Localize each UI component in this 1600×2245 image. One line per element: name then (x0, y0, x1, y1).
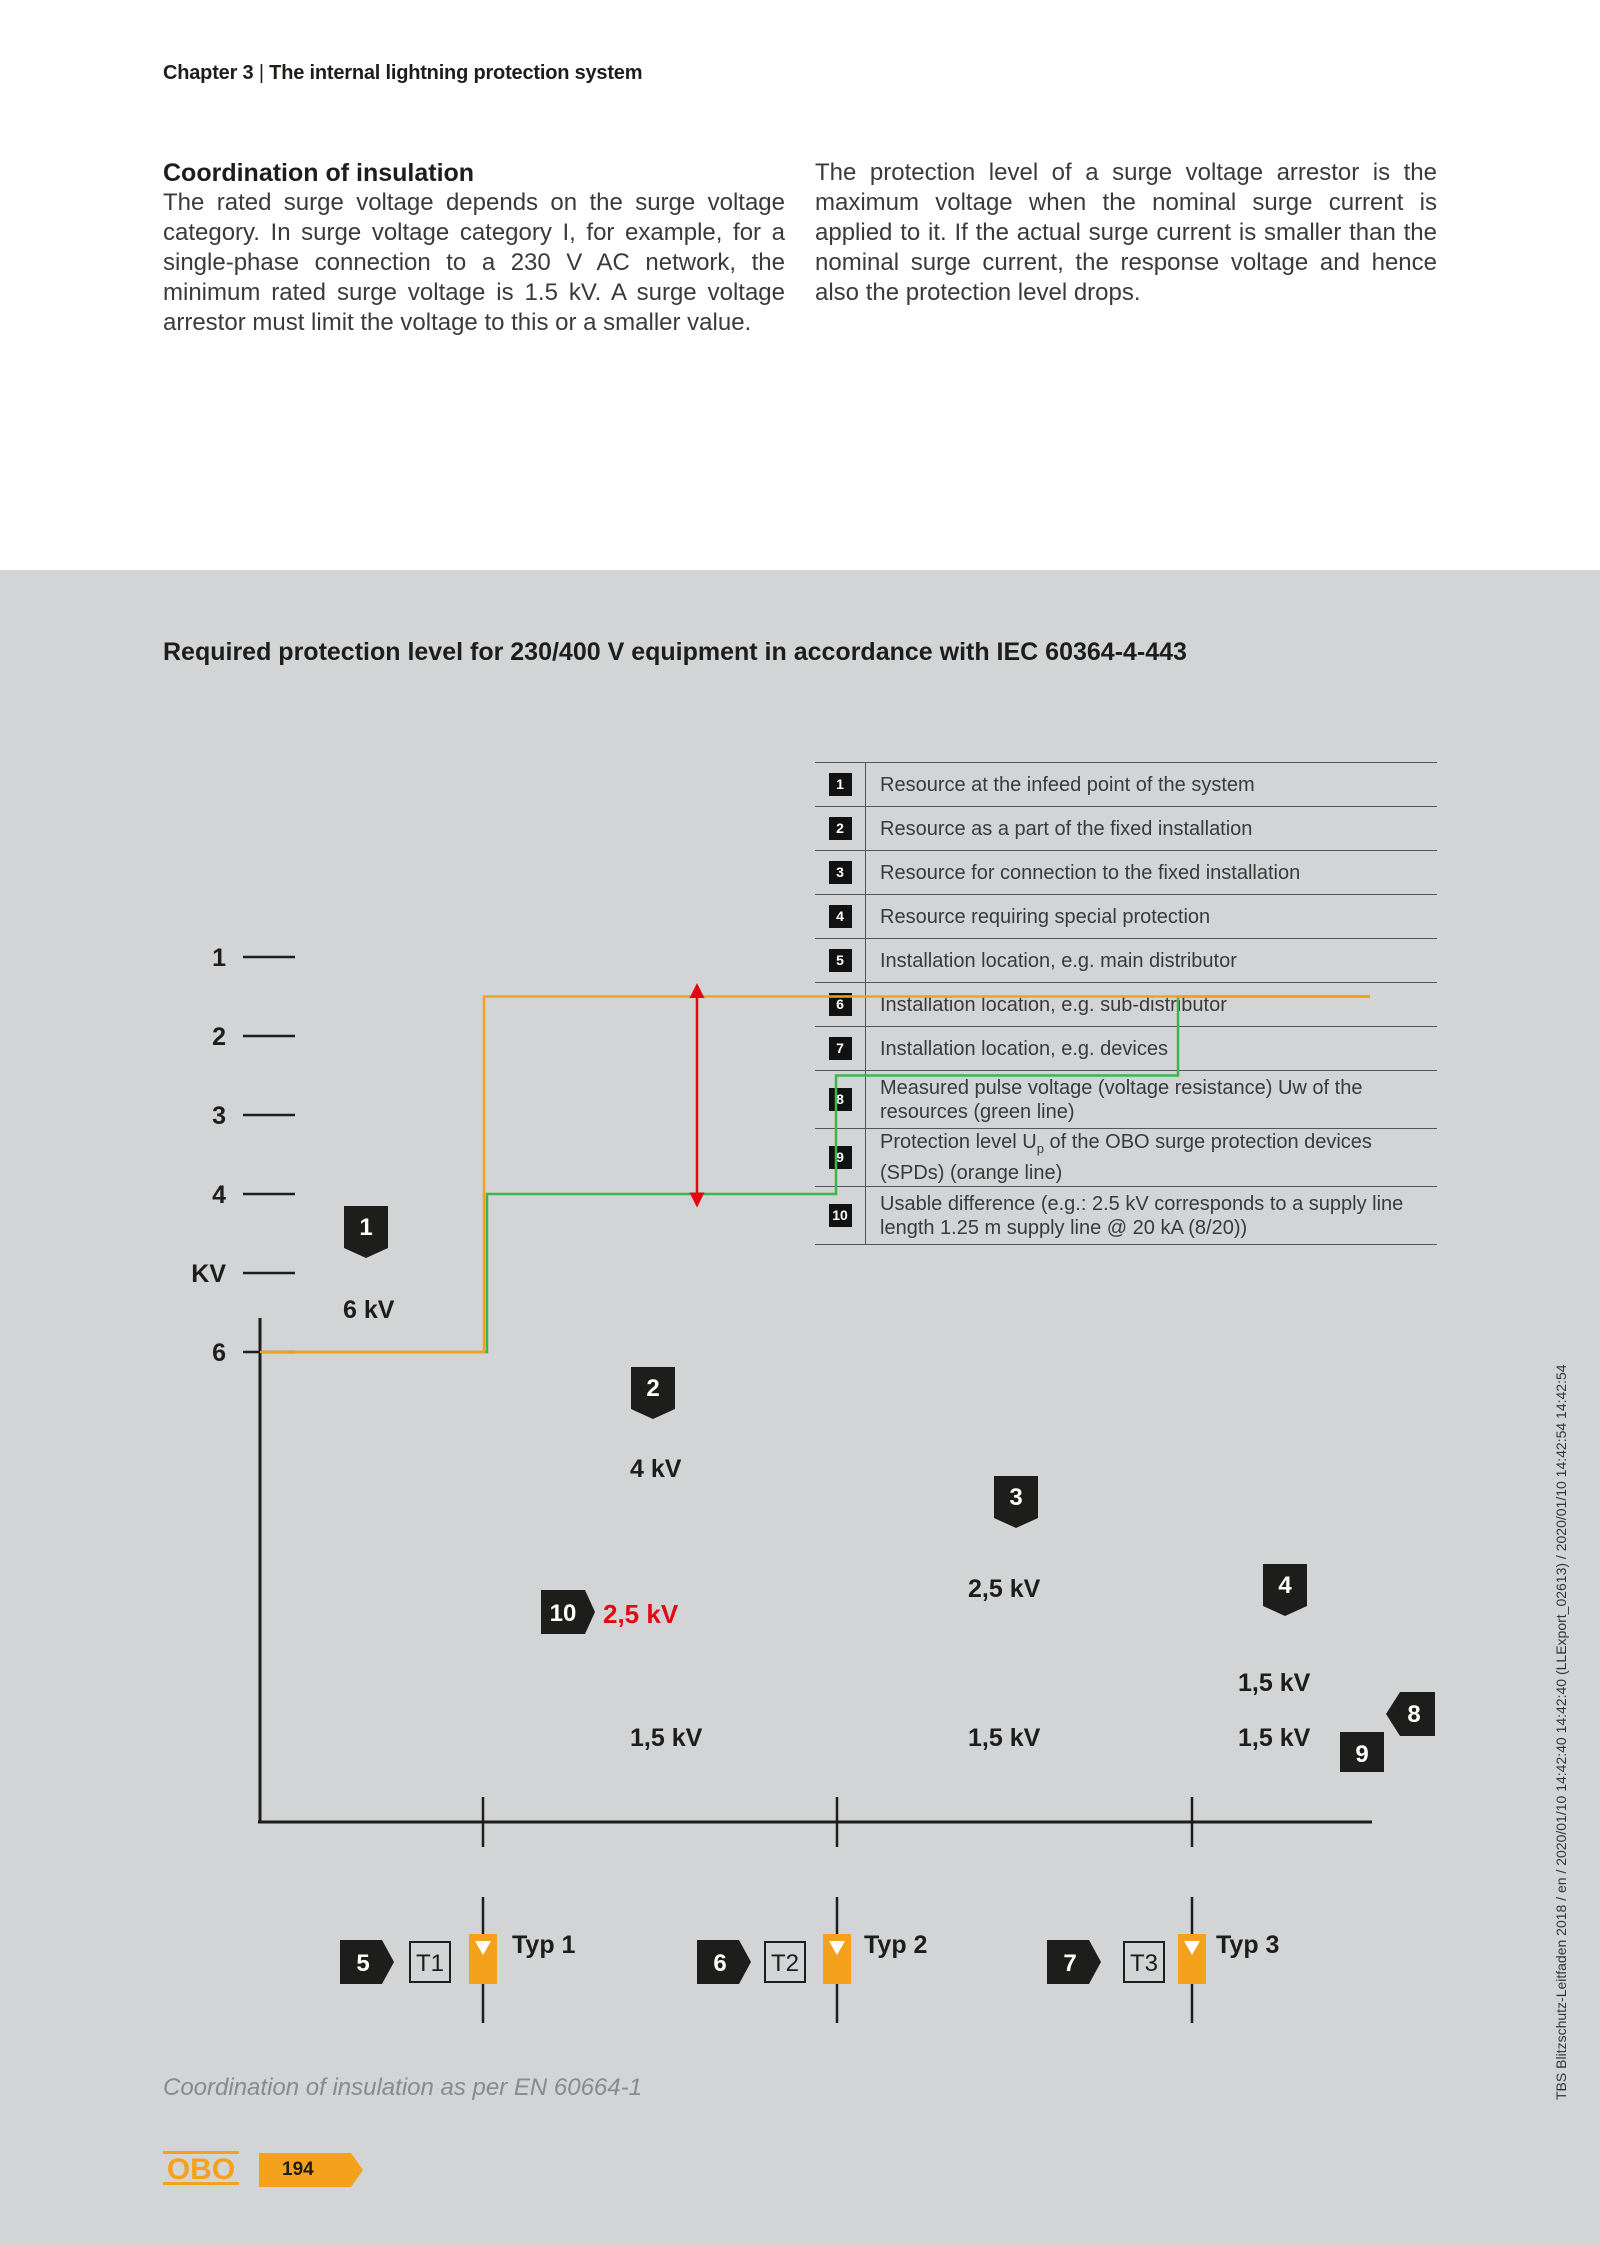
obo-logo (163, 2151, 239, 2185)
figure-title: Required protection level for 230/400 V equipment in accordance with IEC 60364-4-443 (163, 638, 1187, 666)
legend-number: 1 (829, 773, 852, 796)
spd-class-label: T1 (415, 1950, 445, 1977)
value-labels (343, 1296, 1311, 1752)
category-marker-3 (994, 1476, 1038, 1528)
y-tick-label: 6 (212, 1339, 226, 1367)
legend-text-part: Protection level U (880, 1131, 1037, 1153)
usable-difference-label: 2,5 kV (603, 1599, 679, 1629)
marker-number: 3 (1009, 1484, 1023, 1511)
spd-class-label: T3 (1129, 1950, 1159, 1977)
chapter-prefix: Chapter 3 (163, 62, 254, 84)
legend-number: 7 (829, 1037, 852, 1060)
legend-number: 2 (829, 817, 852, 840)
label-2-5kv: 2,5 kV (968, 1575, 1041, 1603)
y-tick-label: 3 (212, 1102, 226, 1130)
label-1-5kv-orange-1: 1,5 kV (630, 1724, 703, 1752)
paragraph-right: The protection level of a surge voltage arrestor is the maximum voltage when the nominal surge current is applied to it. If the actual surge current is smaller than the nominal surge current, the response voltage and hence also the protection level drops. (815, 159, 1437, 306)
section-heading: Coordination of insulation (163, 159, 475, 187)
marker-number: 4 (1278, 1572, 1292, 1599)
location-number: 5 (356, 1950, 370, 1977)
spd-type-label: Typ 1 (512, 1931, 576, 1959)
legend-number: 3 (829, 861, 852, 884)
legend-text: Installation location, e.g. sub-distributor (880, 993, 1227, 1016)
marker-number: 2 (646, 1375, 660, 1402)
label-1-5kv-green: 1,5 kV (1238, 1669, 1311, 1697)
label-4kv: 4 kV (630, 1455, 682, 1483)
chapter-title: The internal lightning protection system (269, 62, 643, 84)
y-tick-label: 4 (212, 1181, 226, 1209)
location-number: 7 (1063, 1950, 1077, 1977)
spd-type-2 (697, 1897, 927, 2023)
logo-text: OBO (166, 2153, 236, 2185)
chapter-separator: | (258, 62, 264, 84)
legend-text: Resource requiring special protection (880, 905, 1211, 928)
legend-number: 6 (829, 993, 852, 1016)
legend-text-part: of the OBO surge protection devices (SPDs) (orange line) (880, 1131, 1372, 1184)
y-tick-label: KV (191, 1260, 226, 1288)
marker-number: 10 (549, 1600, 577, 1627)
green-line-uw (260, 997, 1370, 1353)
legend-text: Installation location, e.g. devices (880, 1037, 1168, 1060)
legend-text: Usable difference (e.g.: 2.5 kV corresponds to a supply line length 1.25 m supply line @ 20 kA (8/20)) (880, 1192, 1404, 1239)
y-ticks (191, 944, 295, 1367)
legend-text: Resource as a part of the fixed installation (880, 817, 1253, 840)
category-markers (344, 1206, 1307, 1616)
category-marker-2 (631, 1367, 675, 1419)
category-marker-1 (344, 1206, 388, 1258)
side-note: TBS Blitzschutz-Leitfaden 2018 / en / 2020/01/10 14:42:40 14:42:40 (LLExport_02613) / 2020/01/10 14:42:54 14:42:54 (1553, 1364, 1569, 2100)
legend-number: 10 (829, 1204, 852, 1227)
page-number: 194 (282, 2159, 314, 2180)
location-number: 6 (713, 1950, 727, 1977)
label-6kv: 6 kV (343, 1296, 395, 1324)
spd-class-label: T2 (770, 1950, 800, 1977)
label-1-5kv-orange-3: 1,5 kV (1238, 1724, 1311, 1752)
y-tick-label: 1 (212, 944, 226, 972)
label-1-5kv-orange-2: 1,5 kV (968, 1724, 1041, 1752)
marker-number: 8 (1407, 1701, 1421, 1728)
line-marker-8 (1386, 1692, 1435, 1736)
line-marker-9 (1340, 1732, 1384, 1772)
category-marker-4 (1263, 1564, 1307, 1616)
spd-type-label: Typ 3 (1216, 1931, 1280, 1959)
legend-number: 5 (829, 949, 852, 972)
legend-text: Installation location, e.g. main distributor (880, 949, 1237, 972)
paragraph-left: The rated surge voltage depends on the surge voltage category. In surge voltage category I, for example, for a single-phase connection to a 230 V AC network, the minimum rated surge voltage is 1.5 kV. A surge voltage arrestor must limit the voltage to this or a smaller value. (163, 189, 785, 336)
legend-text-subscript: p (1036, 1141, 1044, 1156)
legend-number: 9 (829, 1146, 852, 1169)
orange-line-up (260, 997, 1370, 1353)
spd-type-1 (340, 1897, 576, 2023)
figure-caption: Coordination of insulation as per EN 60664-1 (163, 2074, 642, 2101)
legend-text: Measured pulse voltage (voltage resistance) Uw of the resources (green line) (880, 1076, 1363, 1123)
spd-type-3 (1047, 1897, 1279, 2023)
y-tick-label: 2 (212, 1023, 226, 1051)
spd-type-label: Typ 2 (864, 1931, 928, 1959)
marker-number: 1 (359, 1214, 373, 1241)
legend-number: 4 (829, 905, 852, 928)
legend-number: 8 (829, 1088, 852, 1111)
legend-text: Resource at the infeed point of the system (880, 773, 1255, 796)
usable-difference-marker (541, 1590, 679, 1634)
legend-text: Resource for connection to the fixed installation (880, 861, 1301, 884)
marker-number: 9 (1355, 1741, 1369, 1768)
